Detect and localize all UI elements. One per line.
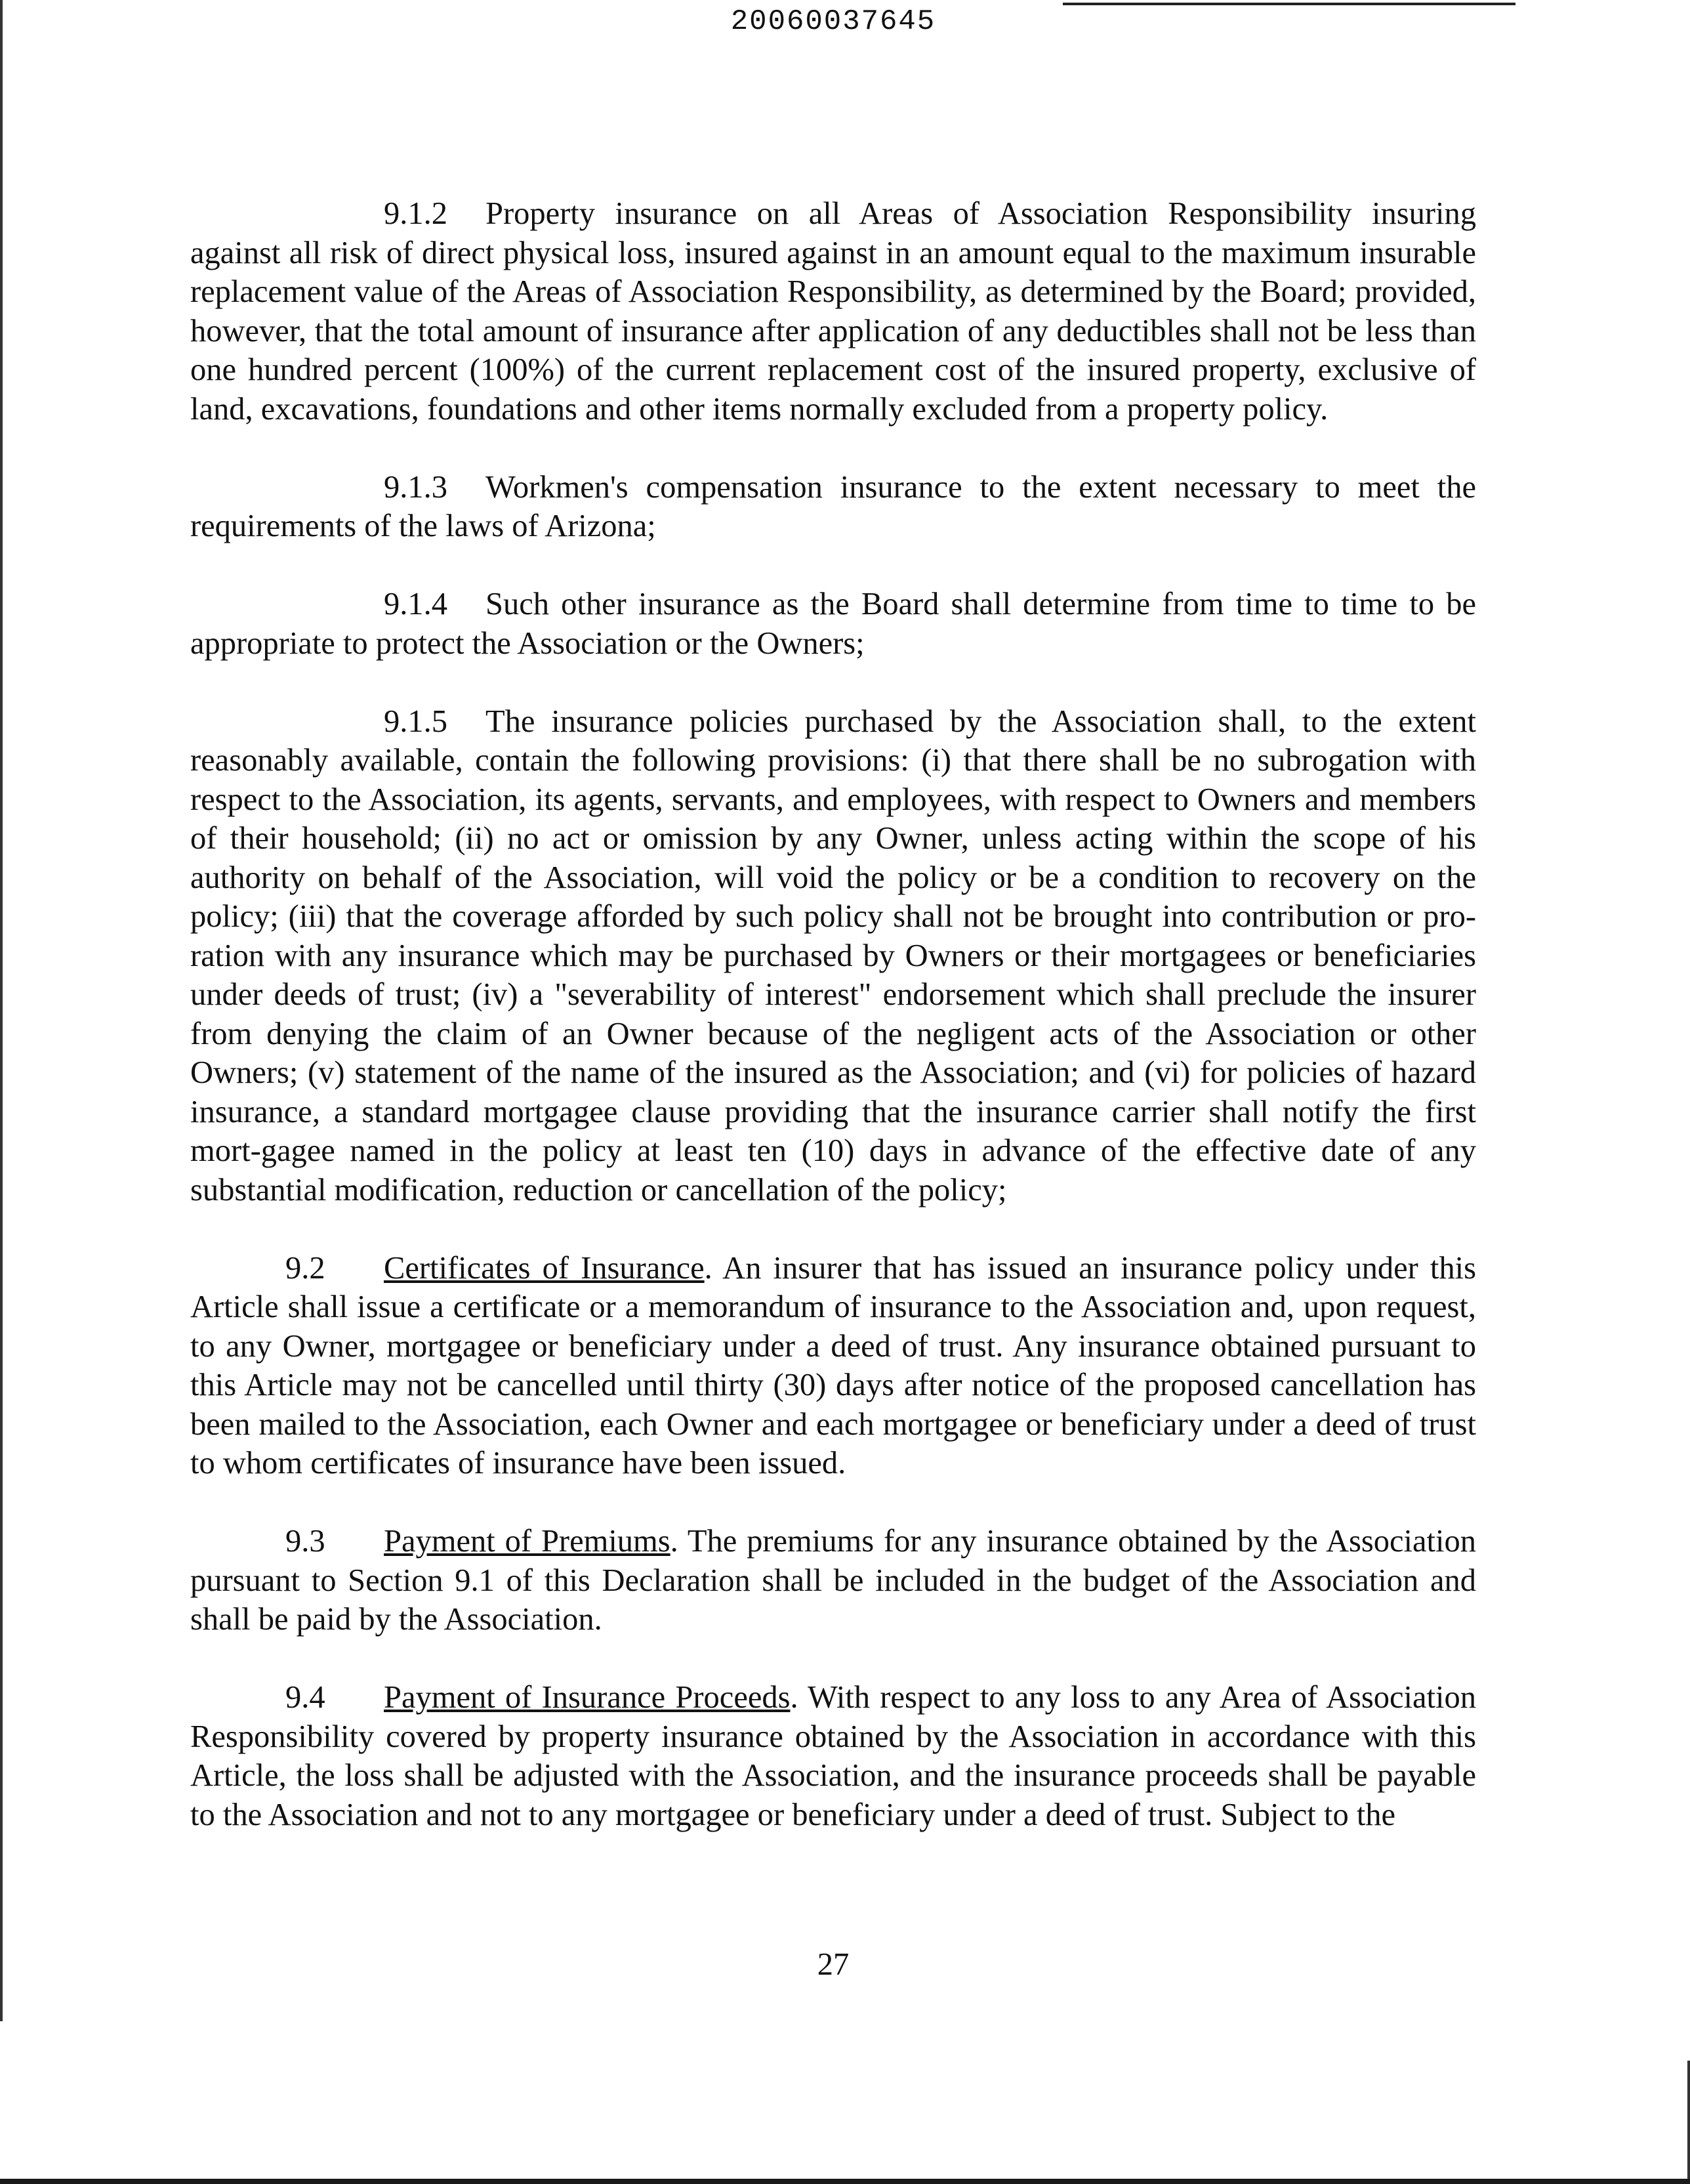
section-heading: Payment of Insurance Proceeds	[384, 1680, 791, 1715]
paragraph-number: 9.1.4	[384, 587, 447, 621]
paragraph-9-1-4	[190, 585, 1476, 663]
paragraph-number: 9.1.3	[384, 469, 447, 505]
paragraph-number: 9.1.2	[384, 196, 447, 231]
paragraph-9-1-3	[190, 468, 1476, 546]
document-body	[190, 194, 1476, 1874]
section-text: . The premiums for any insurance obtained by the Association pursuant to Section 9.1 of this Declaration shall be included in the budget of the Association and shall be paid by the Association.	[190, 1524, 1476, 1637]
section-9-4	[190, 1678, 1476, 1834]
section-heading: Payment of Premiums	[384, 1524, 670, 1559]
page-number: 27	[817, 1947, 850, 1982]
section-number: 9.2	[285, 1250, 325, 1286]
scan-right-edge	[1687, 2061, 1690, 2184]
scan-left-edge	[0, 0, 3, 2021]
paragraph-text: The insurance policies purchased by the Association shall, to the extent reasonably available, contain the following provisions: (i) that there shall be no subrogation with respect to the Association, its agents, servants, and employees, with respect to Owners and members of their household; (ii) no act or omission by any Owner, unless acting within the scope of his authority on behalf of the Association, will void the policy or be a condition to recovery on the policy; (iii) that the coverage afforded by such policy shall not be brought into contribution or pro-ration with any insurance which may be purchased by Owners or their mortgagees or beneficiaries under deeds of trust; (iv) a "severability of interest" endorsement which shall preclude the insurer from denying the claim of an Owner because of the negligent acts of the Association or other Owners; (v) statement of the name of the insured as the Association; and (vi) for policies of hazard insurance, a standard mortgagee clause providing that the insurance carrier shall notify the first mort-gagee named in the policy at least ten (10) days in advance of the effective date of any substantial modification, reduction or cancellation of the policy;	[190, 704, 1476, 1208]
section-heading: Certificates of Insurance	[384, 1250, 705, 1286]
document-number: 20060037645	[730, 5, 936, 38]
paragraph-text: Such other insurance as the Board shall determine from time to time to be appropriate to protect the Association or the Owners;	[190, 587, 1476, 661]
paragraph-text: Property insurance on all Areas of Association Responsibility insuring against all risk of direct physical loss, insured against in an amount equal to the maximum insurable replacement value of the Areas of Association Responsibility, as determined by the Board; provided, however, that the total amount of insurance after application of any deductibles shall not be less than one hundred percent (100%) of the current replacement cost of the insured property, exclusive of land, excavations, foundations and other items normally excluded from a property policy.	[190, 196, 1476, 427]
paragraph-9-1-5	[190, 702, 1476, 1210]
paragraph-text: Workmen's compensation insurance to the extent necessary to meet the requirements of the laws of Arizona;	[190, 469, 1476, 543]
section-9-3	[190, 1522, 1476, 1639]
scan-bottom-rule	[0, 2179, 1690, 2184]
section-number: 9.3	[285, 1524, 325, 1559]
section-9-2	[190, 1249, 1476, 1483]
paragraph-number: 9.1.5	[384, 704, 447, 739]
paragraph-9-1-2	[190, 194, 1476, 429]
section-number: 9.4	[285, 1680, 325, 1715]
section-text: . An insurer that has issued an insurance policy under this Article shall issue a certificate or a memorandum of insurance to the Association and, upon request, to any Owner, mortgagee or beneficiary under a deed of trust. Any insurance obtained pursuant to this Article may not be cancelled until thirty (30) days after notice of the proposed cancellation has been mailed to the Association, each Owner and each mortgagee or beneficiary under a deed of trust to whom certificates of insurance have been issued.	[190, 1250, 1476, 1480]
section-text: . With respect to any loss to any Area of Association Responsibility covered by property insurance obtained by the Association in accordance with this Article, the loss shall be adjusted with the Association, and the insurance proceeds shall be payable to the Association and not to any mortgagee or beneficiary under a deed of trust. Subject to the	[190, 1680, 1476, 1832]
